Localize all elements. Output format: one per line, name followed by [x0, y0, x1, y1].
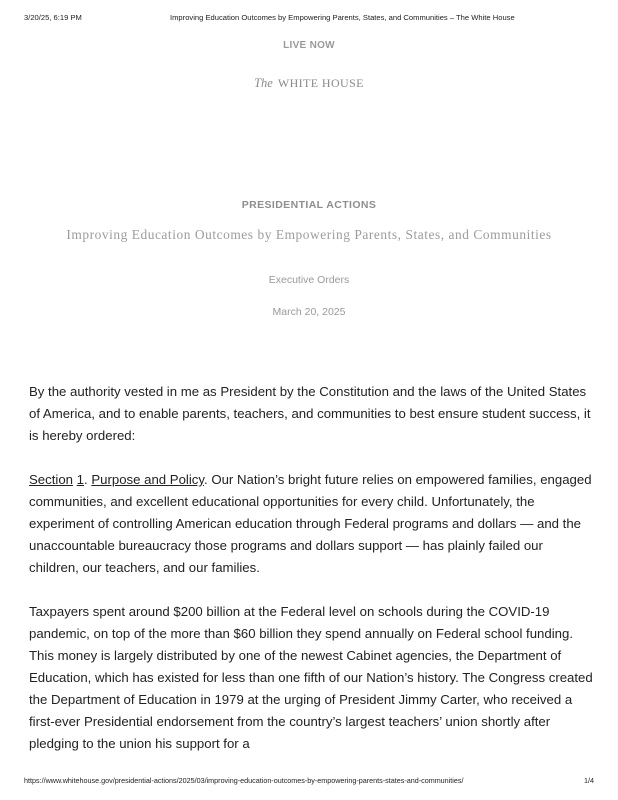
page-title: Improving Education Outcomes by Empowering Parents, States, and Communities: [66, 227, 552, 242]
section-separator: .: [84, 472, 92, 487]
print-document-title: Improving Education Outcomes by Empowering Parents, States, and Communities – The White House: [170, 13, 515, 22]
print-footer: [24, 776, 594, 788]
section-heading: Purpose and Policy: [91, 472, 204, 487]
section-text: . Our Nation’s bright future relies on empowered families, engaged communities, and excellent educational opportunities for every child. Unfortunately, the experiment of controlling American education through Federal programs and dollars — and the unaccountable bureaucracy those programs and dollars support — has plainly failed our children, our teachers, and our families.: [29, 472, 592, 575]
logo-the: The: [254, 76, 273, 90]
section-number: 1: [76, 472, 85, 487]
article-date: March 20, 2025: [272, 306, 346, 318]
intro-paragraph: By the authority vested in me as President by the Constitution and the laws of the United States of America, and to enable parents, teachers, and communities to best ensure student success, it is hereby ordered:: [29, 384, 591, 443]
section-label: Section: [29, 472, 73, 487]
page-url: https://www.whitehouse.gov/presidential-actions/2025/03/improving-education-outcomes-by-empowering-parents-states-and-communities/: [24, 776, 464, 785]
article-type[interactable]: Executive Orders: [268, 274, 350, 286]
white-house-logo[interactable]: [0, 76, 618, 91]
logo-name: WHITE HOUSE: [277, 76, 364, 90]
print-timestamp: 3/20/25, 6:19 PM: [24, 13, 82, 22]
article-body: [29, 381, 595, 777]
live-now-link[interactable]: LIVE NOW: [283, 40, 335, 51]
section-1-paragraph: [29, 469, 595, 579]
article-category[interactable]: PRESIDENTIAL ACTIONS: [241, 199, 377, 211]
page-number: 1/4: [584, 776, 594, 785]
paragraph-2: Taxpayers spent around $200 billion at the Federal level on schools during the COVID-19 pandemic, on top of the more than $60 billion they spend annually on Federal school funding. This money is largely distributed by one of the newest Cabinet agencies, the Department of Education, which has existed for less than one fifth of our Nation’s history. The Congress created the Department of Education in 1979 at the urging of President Jimmy Carter, who received a first-ever Presidential endorsement from the country’s largest teachers’ union shortly after pledging to the union his support for a: [29, 604, 593, 751]
print-header: [24, 13, 594, 25]
